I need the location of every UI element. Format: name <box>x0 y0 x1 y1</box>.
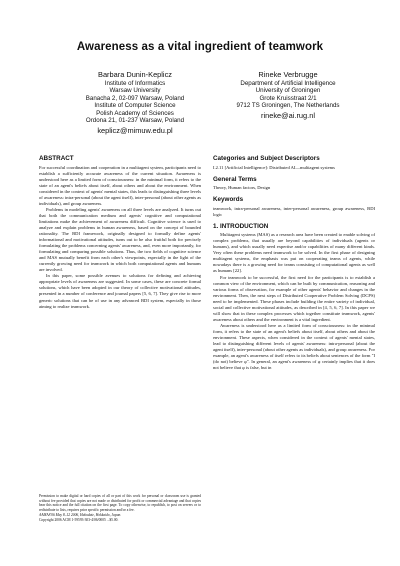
introduction-paragraph: Multiagent systems (MAS) as a research area have been created to enable solving of complex problems, that usually are beyond capabilities of individuals (agents or humans), and which usually need expertise and/or capabilities of many different kinds. Very often these problems need teamwork to be solved. In the first phase of designing multiagent systems, the emphasis was put on cooperating teams of agents, while nowadays there is a growing need for teams consisting of computational agents as well as humans [22]. <box>213 232 375 274</box>
copyright-line: Copyright 2006 ACM 1-59593-303-4/06/0005 ...$5.00. <box>39 517 119 522</box>
affiliation-line: Banacha 2, 02-097 Warsaw, Poland <box>85 94 185 102</box>
abstract-paragraph: Problems in modeling agents' awareness on all three levels are analyzed. It turns out that both the communication medium and agents' cognitive and computational limitations make the achievement of awareness difficult. Cognitive science is used to analyze and explain problems in human awareness, based on the concept of bounded rationality. The BDI framework, originally designed to formally define agents' informational and motivational attitudes, turns out to be also fruitful both for precisely formulating the problems concerning agents' awareness, and, even more importantly, for formulating and comparing possible solutions. Thus, the two fields of cognitive science and MAS mutually benefit from each other's viewpoints, especially in the light of the currently growing need for teamwork in which both computational agents and humans are involved. <box>39 206 201 273</box>
left-column <box>39 155 201 310</box>
categories-text: I.2.11 [Artificial Intelligence]: Distributed AI—multiagent systems <box>213 164 335 170</box>
author-email: keplicz@mimuw.edu.pl <box>97 125 173 135</box>
conference-line: AAMAS'06 May 8–12 2006, Hakodate, Hokkaido, Japan. <box>39 512 122 517</box>
affiliation-line: Institute of Informatics <box>104 79 166 87</box>
abstract-heading: ABSTRACT <box>39 155 74 162</box>
introduction-paragraph: Awareness is understood here as a limited form of consciousness: in the minimal form, it refers to the state of an agent's beliefs about itself, about others and about the environment. These aspects, when considered in the context of agents' mental states, lead to distinguishing different levels of agents' awareness: intra-personal (about the agent itself), inter-personal (about other agents as individuals), and group awareness. For example, an agent's awareness of itself refers to its beliefs about sentences of the form "I (do not) believe φ". In general, an agent's awareness of φ certainly implies that it does not believe that φ is false, but in <box>213 322 375 371</box>
author-email: rineke@ai.rug.nl <box>261 110 315 120</box>
affiliation-line: University of Groningen <box>255 87 321 94</box>
introduction-paragraph: For teamwork to be successful, the first need for the participants is to establish a common view of the environment, which can be built by communication, reasoning and various forms of observation, for example of other agents' behavior and changes in the environment. Then, the next steps of Distributed Cooperative Problem Solving (DCPS) need to be implemented. These phases include building the entire variety of individual, social and collective motivational attitudes, as described in [4, 5, 6, 7]. In this paper we will show that in these complex processes which together constitute teamwork, agents' awareness about others and the environment is a vital ingredient. <box>213 274 375 322</box>
categories-heading: Categories and Subject Descriptors <box>213 155 320 162</box>
affiliation-line: Grote Kruisstraat 2/1 <box>259 94 317 102</box>
introduction-heading: 1. INTRODUCTION <box>213 222 269 230</box>
author-block-1 <box>60 70 210 136</box>
abstract-paragraph: In this paper, some possible avenues to solutions for defining and achieving appropriate levels of awareness are suggested. In some cases, these are concrete formal solutions, which have been adopted in our theory of collective motivational attitudes, presented in a number of conference and journal papers [5, 6, 7]. They give rise to more generic solutions that can be of use in any advanced BDI system, especially in those aiming to realize teamwork. <box>39 273 201 309</box>
affiliation-line: Polish Academy of Sciences <box>96 109 174 117</box>
keywords-text: teamwork, intra-personal awareness, inter-personal awareness, group awareness, BDI logic <box>213 205 375 217</box>
permission-notice: Permission to make digital or hard copies of all or part of this work for personal or classroom use is granted without fee provided that copies are not made or distributed for profit or commercial advantage and that copies bear this notice and the full citation on the first page. To copy otherwise, to republish, to post on servers or to redistribute to lists, requires prior specific permission and/or a fee. <box>39 494 201 513</box>
affiliation-line: Institute of Computer Science <box>94 102 176 109</box>
general-terms-heading: General Terms <box>213 175 257 183</box>
affiliation-line: Warsaw University <box>109 87 161 94</box>
keywords-heading: Keywords <box>213 196 244 204</box>
author-name: Barbara Dunin-Keplicz <box>98 70 172 79</box>
author-block-2 <box>213 70 363 121</box>
right-column <box>213 155 375 371</box>
affiliation-line: 9712 TS Groningen, The Netherlands <box>236 102 340 109</box>
general-terms-text: Theory, Human factors, Design <box>213 185 271 191</box>
affiliation-line: Department of Artificial Intelligence <box>240 79 336 87</box>
copyright-footnote <box>39 494 201 522</box>
author-name: Rineke Verbrugge <box>258 70 318 79</box>
paper-title: Awareness as a vital ingredient of teamwork <box>76 41 324 53</box>
abstract-paragraph: For successful coordination and cooperation in a multiagent system, participants need to establish a sufficiently accurate awareness of the current situation. Awareness is understood here as a limited form of consciousness: in the minimal form, it refers to the state of an agent's beliefs about itself, about others and about the environment. When considered in the context of agents' mental states, this leads to distinguishing three levels of awareness: intra-personal (about the agent itself), inter-personal (about other agents as individuals), and group awareness. <box>39 164 201 206</box>
affiliation-line: Ordona 21, 01-237 Warsaw, Poland <box>85 117 185 124</box>
